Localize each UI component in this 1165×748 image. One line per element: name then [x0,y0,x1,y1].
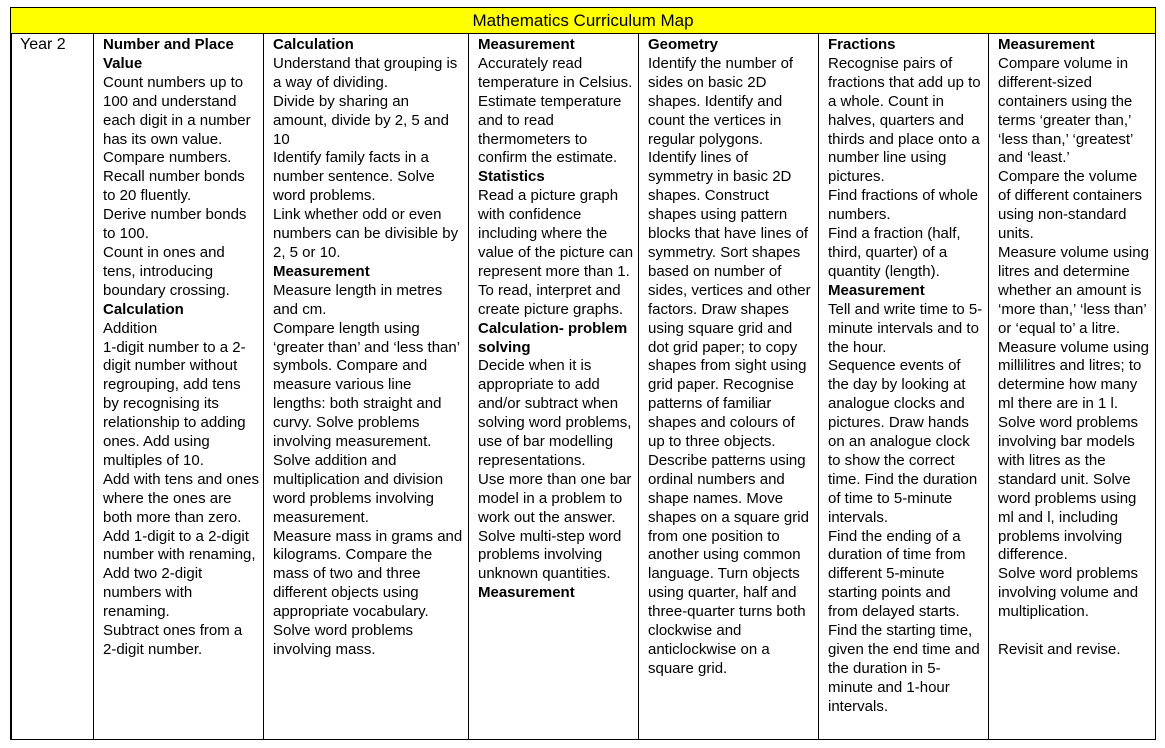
section-text: Accurately read temperature in Celsius. Estimate temperature and to read thermometers to confirm the estimate. [478,54,633,167]
section-heading: Measurement [478,584,575,602]
section-heading: Statistics [478,168,545,186]
section-text: Subtract ones from a 2-digit number. [103,622,243,658]
section-text: Solve word problems involving volume and multiplication. [998,565,1139,621]
section-text: Compare the volume of different containers using non-standard units. [998,168,1142,243]
section-text: Identify the number of sides on basic 2D shapes. Identify and count the vertices in regular polygons. Identify lines of symmetry in basic 2D shapes. Construct shapes using pattern blocks that have lines of symmetry. Sort shapes based on number of sides, vertices and other factors. Draw shapes using square grid and dot grid paper; to copy shapes from sight using grid paper. Recognise patterns of familiar shapes and colours of up to three objects. Describe patterns using ordinal numbers and shape names. Move shapes on a square grid from one position to another using common language. Turn objects using quarter, half and three-quarter turns both clockwise and anticlockwise on a square grid. [648,54,811,677]
curriculum-table [10,7,1156,740]
section-heading: Number and Place Value [103,36,234,72]
section-text: Identify family facts in a number sentence. Solve word problems. [273,149,435,205]
section-text: 1-digit number to a 2-digit number without regrouping, add tens by recognising its relationship to adding ones. Add using multiples of 10. [103,338,246,469]
section-heading: Calculation [103,300,184,318]
column-number-place-value [93,34,263,739]
section-text: Compare volume in different-sized containers using the terms ‘greater than,’ ‘less than,’ ‘greatest’ and ‘least.’ [998,54,1133,167]
section-heading: Measurement [478,36,575,53]
year-cell [11,34,93,739]
section-text: Find the ending of a duration of time from different 5-minute starting points and from delayed starts. [828,527,966,621]
column-measurement-statistics [468,34,638,739]
section-heading: Measurement [998,36,1095,53]
section-heading: Measurement [828,281,925,299]
section-text: Decide when it is appropriate to add and/or subtract when solving word problems, use of bar modelling representations. [478,357,632,469]
section-text: Find the starting time, given the end time and the duration in 5-minute and 1-hour intervals. [828,622,980,715]
section-heading: Calculation [273,36,354,53]
section-text: Find fractions of whole numbers. [828,187,979,224]
section-text: Understand that grouping is a way of dividing. [273,54,458,91]
year-label: Year 2 [20,36,66,53]
section-text: Measure volume using millilitres and litres; to determine how many ml there are in 1 l. Solve word problems involving bar models with litres as the standard unit. Solve word problems using ml and l, including problems involving difference. [998,338,1149,564]
section-text: Derive number bonds to 100. [103,206,247,243]
section-text: Recall number bonds to 20 fluently. [103,168,245,205]
section-text: Solve word problems involving mass. [273,622,414,658]
section-text: Divide by sharing an amount, divide by 2, 5 and 10 [273,92,449,148]
section-heading: Measurement [273,262,370,280]
section-text: Measure volume using litres and determine whether an amount is ‘more than,’ ‘less than’ or ‘equal to’ a litre. [998,243,1149,337]
section-text: Add with tens and ones where the ones are both more than zero. Add 1-digit to a 2-digit number with renaming, Add two 2-digit numbers with renaming. [103,470,259,621]
section-text: Link whether odd or even numbers can be divisible by 2, 5 or 10. [273,206,459,261]
section-text: Addition [103,319,158,337]
section-text: Revisit and revise. [998,640,1121,658]
section-text: Solve addition and multiplication and division word problems involving measurement. [273,451,444,526]
section-heading: Calculation- problem solving [478,319,628,356]
section-text: Measure length in metres and cm. [273,281,443,318]
section-heading: Geometry [648,36,719,53]
section-text: Tell and write time to 5-minute intervals and to the hour. [828,300,983,356]
section-text: Count in ones and tens, introducing boundary crossing. [103,243,230,299]
section-text: Compare length using ‘greater than’ and ‘less than’ symbols. Compare and measure various line lengths: both straight and curvy. Solve problems involving measurement. [273,319,460,451]
column-geometry [638,34,818,739]
section-text: Read a picture graph with confidence including where the value of the picture can represent more than 1. [478,187,634,280]
column-calculation [263,34,468,739]
section-text: To read, interpret and create picture graphs. [478,281,624,318]
section-heading: Fractions [828,36,896,53]
section-text: Measure mass in grams and kilograms. Compare the mass of two and three different objects using appropriate vocabulary. [273,527,463,621]
section-text: Compare numbers. [103,149,232,167]
section-text: Use more than one bar model in a problem to work out the answer. Solve multi-step word problems involving unknown quantities. [478,470,632,583]
section-text: Count numbers up to 100 and understand each digit in a number has its own value. [103,73,251,148]
page-title: Mathematics Curriculum Map [11,8,1155,34]
column-measurement-volume [988,34,1157,739]
section-text: Recognise pairs of fractions that add up to a whole. Count in halves, quarters and thirds and place onto a number line using pictures. [828,54,981,186]
section-text: Sequence events of the day by looking at analogue clocks and pictures. Draw hands on an analogue clock to show the correct time. Find the duration of time to 5-minute intervals. [828,357,978,526]
section-text: Find a fraction (half, third, quarter) of a quantity (length). [828,225,961,280]
column-fractions [818,34,988,739]
